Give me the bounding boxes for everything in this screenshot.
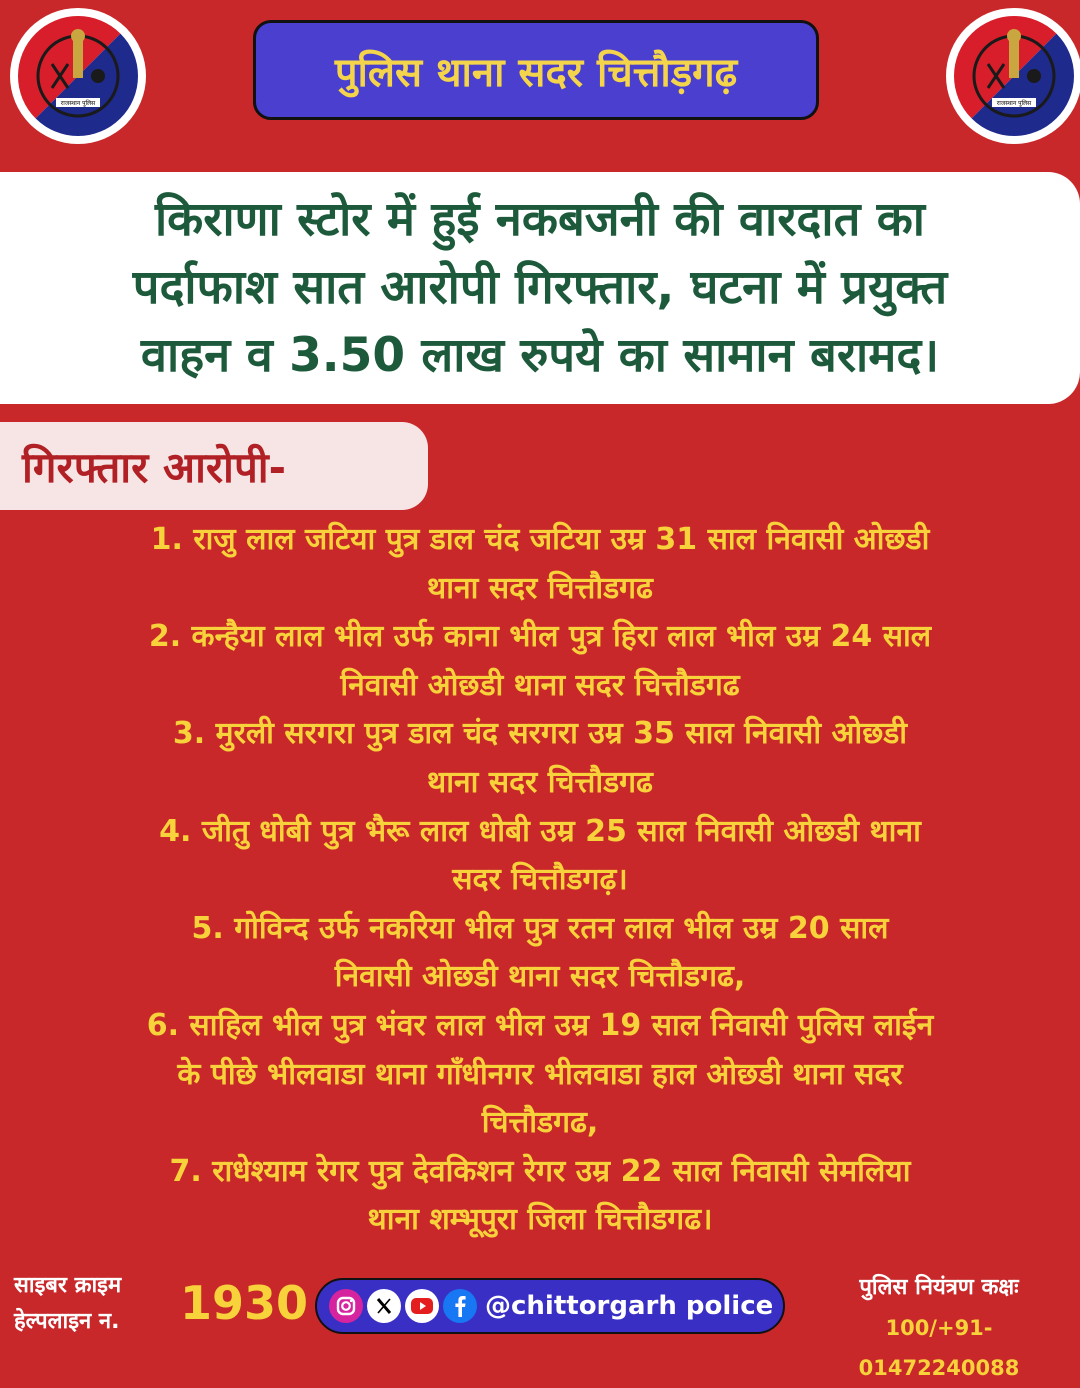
accused-line: थाना शम्भूपुरा जिला चित्तौडगढ। <box>367 1202 713 1238</box>
accused-line: चित्तौडगढ, <box>481 1105 599 1141</box>
facebook-icon[interactable] <box>443 1289 477 1323</box>
accused-line: 2. कन्हैया लाल भील उर्फ काना भील पुत्र हिरा लाल भील उम्र 24 साल <box>148 619 932 655</box>
accused-line: 1. राजु लाल जटिया पुत्र डाल चंद जटिया उम्र 31 साल निवासी ओछडी <box>150 522 930 557</box>
police-emblem-icon <box>16 14 140 138</box>
accused-line: निवासी ओछडी थाना सदर चित्तौडगढ <box>340 667 740 703</box>
control-room-label: पुलिस नियंत्रण कक्षः <box>859 1275 1019 1300</box>
police-emblem-icon <box>952 14 1076 138</box>
accused-line: थाना सदर चित्तौडगढ <box>427 764 653 800</box>
x-icon[interactable] <box>367 1289 401 1323</box>
youtube-icon[interactable] <box>405 1289 439 1323</box>
cyber-helpline-line2: हेल्पलाइन न. <box>14 1309 120 1334</box>
station-title: पुलिस थाना सदर चित्तौड़गढ़ <box>253 20 819 120</box>
accused-list <box>0 516 1080 1245</box>
accused-line: 4. जीतु धोबी पुत्र भैरू लाल धोबी उम्र 25 साल निवासी ओछडी थाना <box>159 813 921 849</box>
headline-line: वाहन व 3.50 लाख रुपये का सामान बरामद। <box>140 328 940 383</box>
accused-line: 5. गोविन्द उर्फ नकरिया भील पुत्र रतन लाल भील उम्र 20 साल <box>191 910 889 946</box>
instagram-icon[interactable] <box>329 1289 363 1323</box>
accused-heading: गिरफ्तार आरोपी- <box>0 422 428 510</box>
headline <box>0 172 1080 404</box>
svg-text:राजस्थान पुलिस: राजस्थान पुलिस <box>60 100 96 107</box>
police-logo-right <box>946 8 1080 144</box>
headline-line: किराणा स्टोर में हुई नकबजनी की वारदात का <box>154 192 925 247</box>
control-room <box>806 1268 1072 1388</box>
svg-text:राजस्थान पुलिस: राजस्थान पुलिस <box>996 100 1032 107</box>
accused-line: सदर चित्तौडगढ़। <box>452 862 628 898</box>
accused-line: 7. राधेश्याम रेगर पुत्र देवकिशन रेगर उम्र 22 साल निवासी सेमलिया <box>169 1153 911 1189</box>
accused-line: थाना सदर चित्तौडगढ <box>427 570 653 606</box>
accused-line: 6. साहिल भील पुत्र भंवर लाल भील उम्र 19 साल निवासी पुलिस लाईन <box>146 1007 934 1043</box>
social-handle[interactable]: @chittorgarh police <box>485 1291 774 1321</box>
accused-line: निवासी ओछडी थाना सदर चित्तौडगढ, <box>334 959 746 995</box>
social-media-bar <box>315 1278 785 1334</box>
cyber-helpline-number: 1930 <box>180 1276 309 1330</box>
police-logo-left <box>10 8 146 144</box>
control-room-number: 100/+91-01472240088 <box>858 1316 1020 1380</box>
cyber-helpline-line1: साइबर क्राइम <box>14 1273 122 1298</box>
accused-line: के पीछे भीलवाडा थाना गाँधीनगर भीलवाडा हाल ओछडी थाना सदर <box>177 1056 903 1092</box>
headline-line: पर्दाफाश सात आरोपी गिरफ्तार, घटना में प्रयुक्त <box>132 260 948 315</box>
accused-line: 3. मुरली सरगरा पुत्र डाल चंद सरगरा उम्र 35 साल निवासी ओछडी <box>172 716 908 752</box>
cyber-helpline-label <box>14 1268 121 1340</box>
